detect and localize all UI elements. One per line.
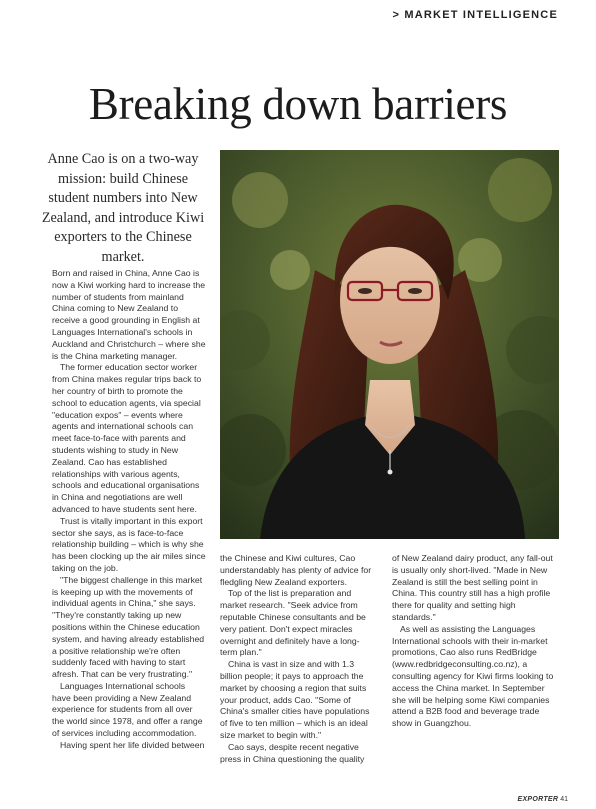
article-paragraph: Languages International schools have been providing a New Zealand experience for students from all over the world since 1978, and offer a range of services including accommodation. <box>52 680 203 739</box>
page-footer <box>517 796 568 803</box>
article-paragraph: The former education sector worker from China makes regular trips back to her country of birth to promote the school to education agents, via special "education expos" – events where agents and international schools can meet face-to-face with parents and students wishing to study in New Zealand. Cao has established relationships with various agents, schools and educational organisations in China and negotiations are well advanced to have students sent here. <box>52 362 202 514</box>
article-column-1 <box>52 268 206 752</box>
article-headline: Breaking down barriers <box>88 79 508 129</box>
article-paragraph: Trust is vitally important in this export sector she says, as is face-to-face relationship building – which is why she has been clocking up the air miles since taking on the job. <box>52 515 206 573</box>
article-paragraph: China is vast in size and with 1.3 billion people; it pays to approach the market by choosing a region that suits your product, adds Cao. "Some of China's smaller cities have populations of five to ten million – which is an ideal size market to begin with." <box>220 659 370 740</box>
article-paragraph: Cao says, despite recent negative press in China questioning the quality <box>220 741 365 764</box>
article-paragraph: Top of the list is preparation and market research. "Seek advice from reputable Chinese consultants and be very patient. Don't expect miracles overnight and definitely have a long-term plan." <box>220 588 366 658</box>
article-column-3 <box>392 553 558 730</box>
article-paragraph: of New Zealand dairy product, any fall-out is usually only short-lived. "Made in New Zealand is still the best selling point in China. This country still has a high profile there for quality and setting high standards." <box>392 553 553 622</box>
article-paragraph: Having spent her life divided between <box>60 739 205 750</box>
article-column-2 <box>220 553 376 765</box>
article-paragraph: As well as assisting the Languages International schools with their in-market promotions, Cao also runs RedBridge (www.redbridgeconsulting.co.nz), a consulting agency for Kiwi firms looking to access the China market. In September she will be helping some Kiwi companies attend a B2B food and beverage trade show in Guangzhou. <box>392 623 554 729</box>
magazine-name: EXPORTER <box>517 796 559 803</box>
article-standfirst: Anne Cao is on a two-way mission: build Chinese student numbers into New Zealand, and introduce Kiwi exporters to the Chinese market. <box>41 151 205 265</box>
portrait-photo <box>220 150 559 539</box>
article-paragraph: the Chinese and Kiwi cultures, Cao understandably has plenty of advice for fledgling New Zealand exporters. <box>220 553 372 587</box>
article-paragraph: "The biggest challenge in this market is keeping up with the movements of individual agents in China," she says. "They're constantly taking up new positions within the Chinese education system, and having already established a positive relationship we're often suddenly faced with having to start afresh. That can be very frustrating." <box>52 574 205 680</box>
portrait-illustration <box>220 150 559 539</box>
section-label: > MARKET INTELLIGENCE <box>392 9 558 21</box>
article-paragraph: Born and raised in China, Anne Cao is now a Kiwi working hard to increase the number of students from mainland China coming to New Zealand to receive a good grounding in English at Languages International's schools in Auckland and Christchurch – where she is the China marketing manager. <box>52 268 206 361</box>
page-number: 41 <box>560 796 568 803</box>
